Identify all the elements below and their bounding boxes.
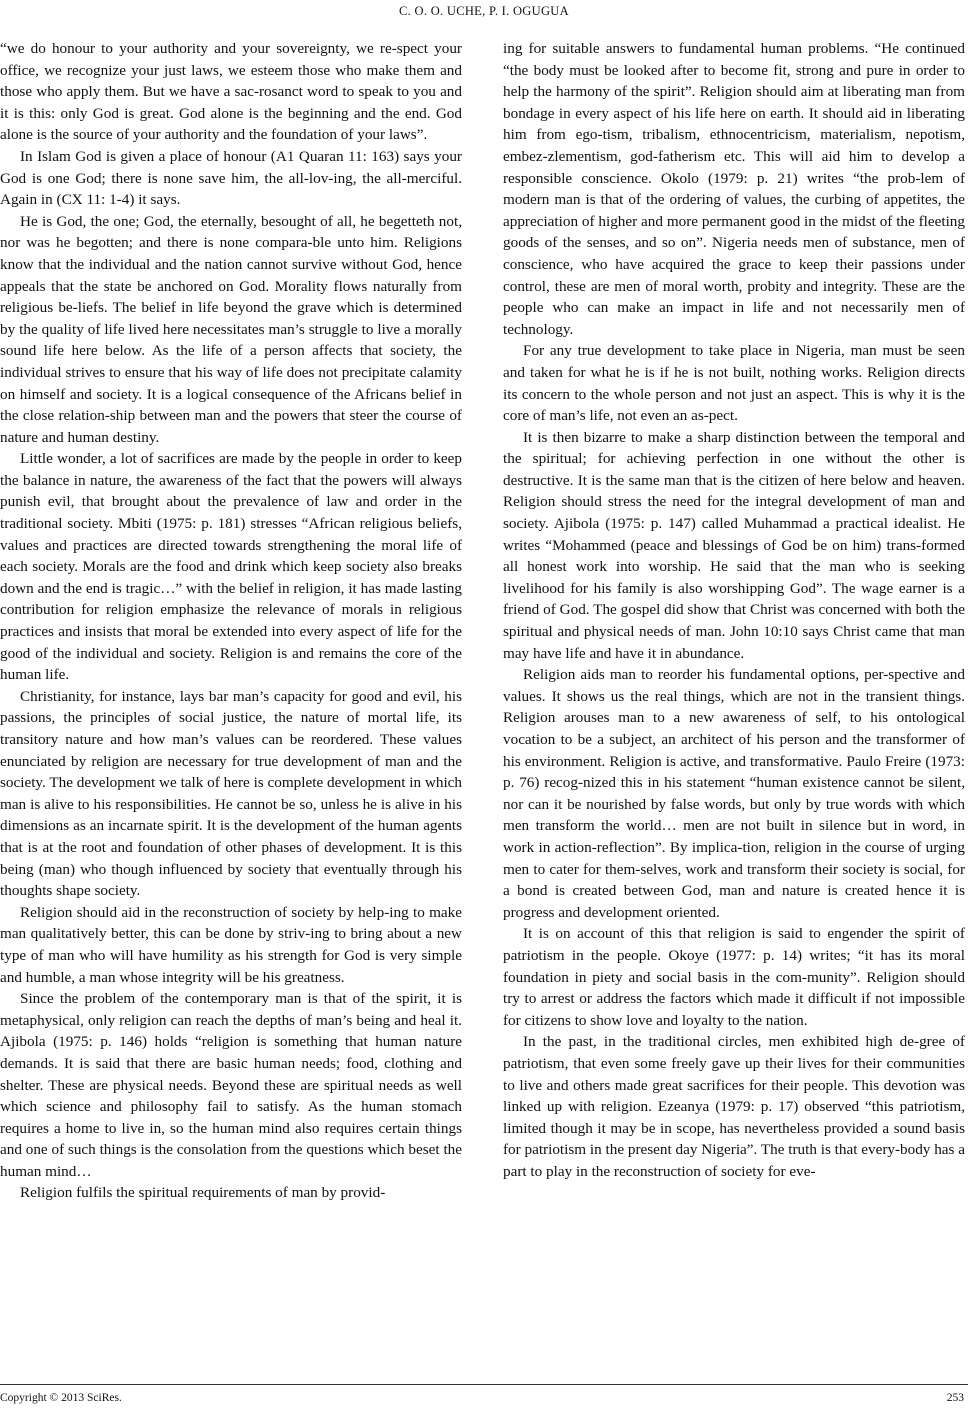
paragraph: He is God, the one; God, the eternally, besought of all, he begetteth not, nor was he begotten; and there is none compara-ble unto him. Religions know that the individual and the nation cannot survive without God, hence appeals that the state be anchored on God. Morality flows naturally from religious be-liefs. The belief in life beyond the grave which is determined by the quality of life lived here necessitates man’s struggle to live a morally sound life here below. As the life of a person affects that society, the individual strives to ensure that his way of life does not precipitate calamity on himself and society. It is a logical consequence of the Africans belief in the close relation-ship between man and the powers that steer the course of nature and human destiny.	[0, 212, 462, 446]
paragraph: Little wonder, a lot of sacrifices are made by the people in order to keep the balance in nature, the awareness of the fact that the powers will always punish evil, that brought about the prevalence of law and order in the traditional society. Mbiti (1975: p. 181) stresses “African religious beliefs, values and practices are directed towards strengthening the moral life of each society. Morals are the food and drink which keep society also breaks down and the end is tragic…” with the belief in religion, it has made lasting contribution for religion emphasize the relevance of morals in religious practices and insists that moral be extended into every aspect of life for the good of the individual and society. Religion is and remains the core of the human life.	[0, 450, 462, 684]
paragraph: In Islam God is given a place of honour (A1 Quaran 11: 163) says your God is one God; there is none save him, the all-lov-ing, the all-merciful. Again in (CX 11: 1-4) it says.	[0, 147, 462, 209]
running-head: C. O. O. UCHE, P. I. OGUGUA	[399, 4, 569, 18]
paragraph: Religion aids man to reorder his fundamental options, per-spective and values. It shows us the real things, which are not in the transient things. Religion arouses man to a new awareness of self, to his ontological vocation to be a subject, an architect of his person and the transformer of his environment. Religion is active, and transformative. Paulo Freire (1973: p. 76) recog-nized this in his statement “human existence cannot be silent, nor can it be nourished by false words, but only by true words with which men transform the world… men are not built in silence but in word, in work in action-reflection”. By implica-tion, religion in the course of urging men to cater for them-selves, work and transform their society is social, for a bond is created between God, man and nature is created hence it is progress and development oriented.	[503, 666, 965, 921]
paragraph: In the past, in the traditional circles, men exhibited high de-gree of patriotism, that even some freely gave up their lives for their communities to live and others made great sacrifices for their people. This devotion was linked up with religion. Ezeanya (1979: p. 17) observed “this patriotism, limited though it may be in scope, has nevertheless provided a sound basis for patriotism in the present day Nigeria”. The truth is that every-body has a part to play in the reconstruction of society for eve-	[503, 1033, 965, 1180]
paragraph: Religion should aid in the reconstruction of society by help-ing to make man qualitatively better, this can be done by striv-ing to bring about a new type of man who will have humility as his strength for God is very simple and humble, a man whose integrity will be his greatness.	[0, 903, 462, 986]
paragraph: “we do honour to your authority and your sovereignty, we re-spect your office, we recognize your just laws, we esteem those who make them and those who apply them. But we have a sac-rosanct word to speak to you and it is this: only God is great. God alone is the beginning and the end. God alone is the source of your authority and the foundation of your laws”.	[0, 40, 462, 144]
paragraph: It is on account of this that religion is said to engender the spirit of patriotism in the people. Okoye (1977: p. 14) writes; “it has its moral foundation in piety and social basis in the com-munity”. Religion should try to arrest or address the factors which made it difficult if not impossible for citizens to show love and loyalty to the nation.	[503, 925, 965, 1029]
paragraph: For any true development to take place in Nigeria, man must be seen and taken for what he is if he is not built, nothing works. Religion directs its concern to the whole person and not just an aspect. This is why it is the core of man’s life, not even an as-pect.	[503, 342, 965, 425]
footer-rule	[0, 1384, 968, 1385]
copyright-notice: Copyright © 2013 SciRes.	[0, 1392, 122, 1404]
left-column	[0, 38, 462, 1204]
page-number: 253	[946, 1392, 964, 1404]
paragraph: Religion fulfils the spiritual requirements of man by provid-	[20, 1184, 386, 1202]
paragraph: Since the problem of the contemporary man is that of the spirit, it is metaphysical, only religion can reach the depths of man’s being and heal it. Ajibola (1975: p. 146) holds “religion is something that human nature demands. It is said that there are basic human needs; food, clothing and shelter. These are physical needs. Beyond these are spiritual needs as well which science and philosophy fail to satisfy. As the human stomach requires a home to live in, so the human mind also requires certain things and one of such things is the consolation from the questions which beset the human mind…	[0, 990, 462, 1180]
paragraph: It is then bizarre to make a sharp distinction between the temporal and the spiritual; for achieving perfection in one without the other is destructive. It is the same man that is the citizen of here below and heaven. Religion should stress the need for the integral development of man and society. Ajibola (1975: p. 147) called Muhammad a practical idealist. He writes “Mohammed (peace and blessings of God be on him) trans-formed all honest work into worship. He said that the man who is seeking livelihood for his family is also worshipping God”. The wage earner is a friend of God. The gospel did show that Christ was concerned with both the spiritual and physical needs of man. John 10:10 says Christ came that man may have life and have it in abundance.	[503, 428, 965, 662]
paragraph: ing for suitable answers to fundamental human problems. “He continued “the body must be looked after to become fit, strong and pure in order to help the harmony of the spirit”. Religion should aim at liberating man from bondage in every aspect of his life here on earth. It should aid in liberating him from ego-tism, tribalism, ethnocentricism, materialism, nepotism, embez-zlementism, god-fatherism etc. This will aid him to develop a responsible conscience. Okolo (1979: p. 21) writes “the prob-lem of modern man is that of the ordering of values, the curbing of appetites, the appreciation of higher and more permanent good in the midst of the fleeting goods of the senses, and so on”. Nigeria needs men of substance, men of conscience, who have acquired the grace to keep their passions under control, these are men of moral worth, probity and integrity. These are the people who can make an impact in life and not necessarily men of technology.	[503, 40, 965, 338]
paragraph: Christianity, for instance, lays bar man’s capacity for good and evil, his passions, the principles of social justice, the nature of mortal life, its transitory nature and how man’s values can be reordered. These values enunciated by religion are necessary for true development of man and the society. The development we talk of here is complete development in which man is alive to his responsibilities. He cannot be so, unless he is alive in his dimensions as an incarnate spirit. It is the development of the human agents that is at the root and foundation of other phases of development. It is this being (man) who though influenced by society that eventually through his thoughts shape society.	[0, 687, 462, 900]
right-column	[503, 38, 965, 1182]
